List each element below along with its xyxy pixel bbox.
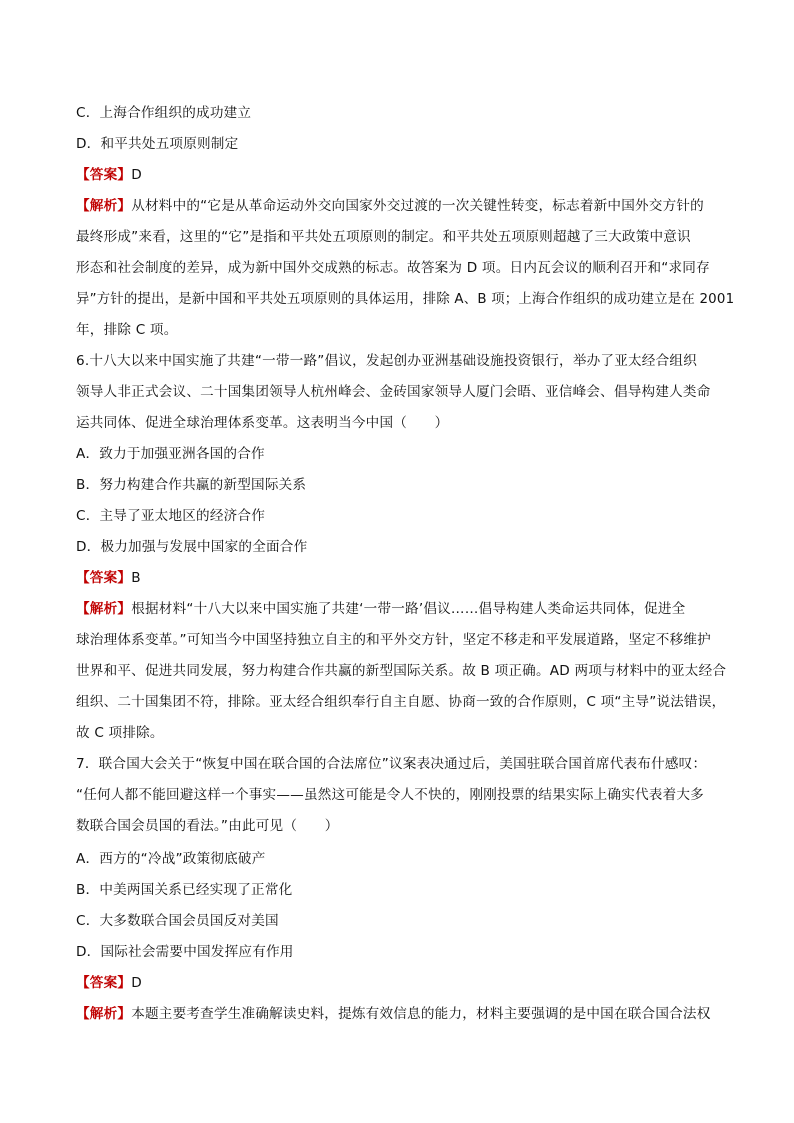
answer-tag: 【答案】 <box>76 167 132 183</box>
q6-option-b: B．努力构建合作共赢的新型国际关系 <box>76 477 307 493</box>
explanation-tag: 【解析】 <box>76 601 132 617</box>
q6-explanation-line-5: 故 C 项排除。 <box>76 725 164 741</box>
q5-explanation-line-2: 最终形成”来看，这里的“它”是指和平共处五项原则的制定。和平共处五项原则超越了三大政策中意识 <box>76 229 691 245</box>
q5-option-d: D．和平共处五项原则制定 <box>76 136 239 152</box>
q7-stem-line-3: 数联合国会员国的看法。”由此可见（ ） <box>76 818 339 834</box>
q5-explanation-line-4: 异”方针的提出，是新中国和平共处五项原则的具体运用，排除 A、B 项；上海合作组织的成功建立是在 2001 <box>76 291 735 307</box>
q5-explanation-line-1: 【解析】从材料中的“它是从革命运动外交向国家外交过渡的一次关键性转变，标志着新中国外交方针的 <box>76 198 704 214</box>
q5-answer <box>76 165 142 185</box>
explanation-tag: 【解析】 <box>76 198 132 214</box>
q5-explanation-line-3: 形态和社会制度的差异，成为新中国外交成熟的标志。故答案为 D 项。日内瓦会议的顺利召开和“求同存 <box>76 260 710 276</box>
q5-option-c: C．上海合作组织的成功建立 <box>76 105 252 121</box>
answer-value: D <box>131 975 142 991</box>
q6-explanation-line-3: 世界和平、促进共同发展，努力构建合作共赢的新型国际关系。故 B 项正确。AD 两项与材料中的亚太经合 <box>76 663 727 679</box>
q6-option-a: A．致力于加强亚洲各国的合作 <box>76 446 265 462</box>
q5-explanation-line-5: 年，排除 C 项。 <box>76 322 178 338</box>
q7-stem-line-1: 7．联合国大会关于“恢复中国在联合国的合法席位”议案表决通过后，美国驻联合国首席代表布什感叹： <box>76 756 707 772</box>
q6-stem-line-1: 6.十八大以来中国实施了共建“一带一路”倡议，发起创办亚洲基础设施投资银行，举办了亚太经合组织 <box>76 353 697 369</box>
q6-explanation-line-1: 【解析】根据材料“十八大以来中国实施了共建‘一带一路’倡议……倡导构建人类命运共同体，促进全 <box>76 601 686 617</box>
q6-explanation-line-2: 球治理体系变革。”可知当今中国坚持独立自主的和平外交方针，坚定不移走和平发展道路，坚定不移维护 <box>76 632 711 648</box>
answer-value: B <box>131 570 141 586</box>
explanation-tag: 【解析】 <box>76 1006 132 1022</box>
q7-option-c: C．大多数联合国会员国反对美国 <box>76 913 279 929</box>
q6-option-d: D．极力加强与发展中国家的全面合作 <box>76 539 308 555</box>
q7-stem-line-2: “任何人都不能回避这样一个事实——虽然这可能是令人不快的，刚刚投票的结果实际上确实代表着大多 <box>76 787 704 803</box>
q6-stem-line-3: 运共同体、促进全球治理体系变革。这表明当今中国（ ） <box>76 415 449 431</box>
answer-tag: 【答案】 <box>76 975 132 991</box>
answer-tag: 【答案】 <box>76 570 132 586</box>
q6-explanation-line-4: 组织、二十国集团不符，排除。亚太经合组织奉行自主自愿、协商一致的合作原则，C 项“主导”说法错误， <box>76 694 726 710</box>
q7-option-a: A．西方的“冷战”政策彻底破产 <box>76 851 266 867</box>
q6-stem-line-2: 领导人非正式会议、二十国集团领导人杭州峰会、金砖国家领导人厦门会晤、亚信峰会、倡导构建人类命 <box>76 384 711 400</box>
q7-explanation-line-1: 【解析】本题主要考查学生准确解读史料，提炼有效信息的能力，材料主要强调的是中国在联合国合法权 <box>76 1006 711 1022</box>
q7-option-b: B．中美两国关系已经实现了正常化 <box>76 882 293 898</box>
q6-answer <box>76 568 141 588</box>
q7-answer <box>76 973 142 993</box>
q6-option-c: C．主导了亚太地区的经济合作 <box>76 508 266 524</box>
answer-value: D <box>131 167 142 183</box>
q7-option-d: D．国际社会需要中国发挥应有作用 <box>76 944 294 960</box>
